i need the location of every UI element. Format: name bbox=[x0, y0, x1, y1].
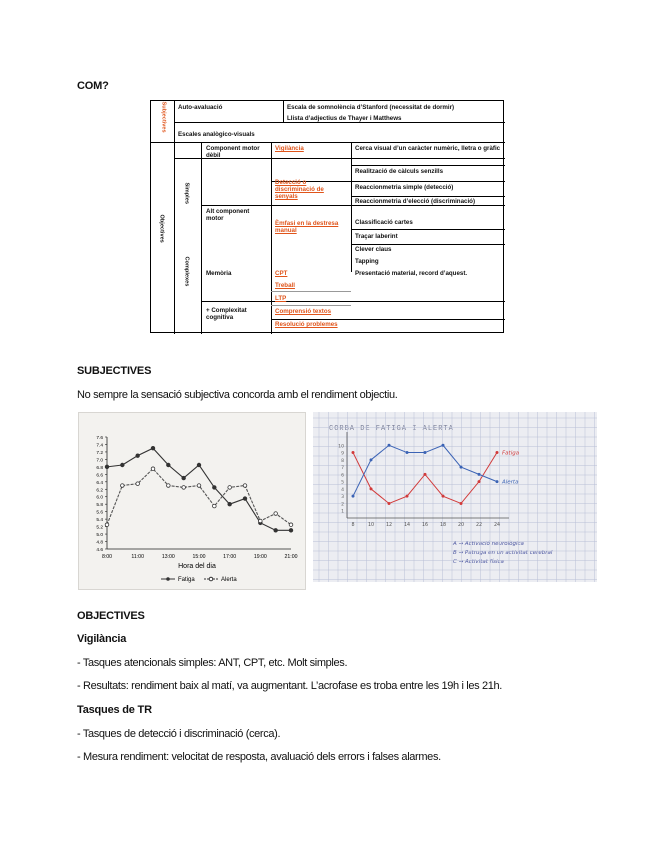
cell-resolucio: Resolució problemes bbox=[275, 321, 338, 328]
heading-com: COM? bbox=[77, 80, 109, 92]
chart1-y-tick-label: 4.6 bbox=[96, 548, 103, 553]
chart2-point-alerta bbox=[478, 473, 481, 476]
cell-treball: Treball bbox=[275, 282, 295, 289]
chart1-point-alerta bbox=[151, 467, 155, 471]
label-subjectives: Subjectives bbox=[160, 101, 167, 133]
chart2-point-fatiga bbox=[460, 502, 463, 505]
cell-tracar: Traçar laberint bbox=[355, 233, 398, 240]
chart1-x-tick-label: 8:00 bbox=[101, 554, 113, 560]
chart1-series-fatiga bbox=[107, 448, 291, 530]
chart2-y-tick-label: 3 bbox=[341, 495, 344, 501]
chart2-y-tick-label: 4 bbox=[341, 487, 344, 493]
chart1-y-tick-label: 7.0 bbox=[96, 458, 103, 464]
heading-objectives: OBJECTIVES bbox=[77, 610, 145, 622]
chart1-point-alerta bbox=[259, 519, 263, 523]
chart2-point-fatiga bbox=[496, 451, 499, 454]
chart2-point-alerta bbox=[352, 495, 355, 498]
cell-stanford: Escala de somnolència d’Stanford (necessitat de dormir) bbox=[287, 104, 455, 111]
chart1-x-tick-label: 11:00 bbox=[131, 554, 144, 560]
chart1-point-alerta bbox=[289, 523, 293, 527]
cell-escales: Escales analògico-visuals bbox=[178, 131, 255, 138]
chart2-y-tick-label: 6 bbox=[341, 473, 344, 479]
chart2-point-alerta bbox=[460, 466, 463, 469]
chart1-point-alerta bbox=[243, 484, 247, 488]
label-simples: Simples bbox=[183, 182, 190, 204]
chart2-grid-paper bbox=[313, 412, 597, 582]
chart1-point-alerta bbox=[228, 486, 232, 490]
cell-emfasi: Èmfasi en la destresa manual bbox=[275, 220, 339, 235]
chart1-y-tick-label: 5.0 bbox=[96, 533, 103, 539]
chart1-point-fatiga bbox=[136, 454, 140, 458]
chart1-x-tick-label: 15:00 bbox=[192, 554, 206, 560]
chart2-svg bbox=[313, 412, 597, 582]
cell-reaccio-eleccio: Reaccionmetria d’elecció (discriminació) bbox=[355, 198, 476, 205]
cell-calculs: Realització de càlculs senzills bbox=[355, 168, 444, 175]
chart2-x-tick-label: 10 bbox=[367, 523, 375, 528]
chart2-x-tick-label: 14 bbox=[403, 523, 411, 528]
chart2-y-tick-label: 9 bbox=[341, 451, 344, 457]
chart2-legend-c: C → Activitat física bbox=[453, 559, 504, 565]
chart1-svg bbox=[79, 413, 307, 591]
cell-memoria: Memòria bbox=[206, 270, 232, 277]
chart1-legend bbox=[161, 577, 237, 583]
chart1-legend-fatiga: Fatiga bbox=[178, 577, 195, 583]
chart1-y-tick-label: 6.0 bbox=[96, 495, 103, 501]
tr-point-1: - Tasques de detecció i discriminació (cerca). bbox=[77, 728, 281, 740]
chart1-point-alerta bbox=[213, 504, 217, 508]
chart2-series-fatiga bbox=[353, 453, 497, 504]
chart2-y-tick-label: 1 bbox=[341, 509, 344, 515]
cell-vigilancia: Vigilància bbox=[275, 145, 304, 152]
cell-reaccio-simple: Reaccionmetria simple (detecció) bbox=[355, 184, 454, 191]
chart2-title: CORBA DE FATIGA I ALERTA bbox=[329, 425, 454, 433]
chart2-point-alerta bbox=[424, 451, 427, 454]
chart1-y-tick-label: 4.8 bbox=[96, 540, 103, 546]
cell-presentacio: Presentació material, record d’aquest. bbox=[355, 270, 468, 277]
chart2-y-tick-label: 8 bbox=[341, 458, 344, 464]
cell-comp-motor-debil: Component motor dèbil bbox=[206, 145, 260, 160]
chart1-y-tick-label: 6.4 bbox=[96, 480, 103, 486]
heading-tasques-tr: Tasques de TR bbox=[77, 704, 152, 716]
chart2-y-tick-label: 2 bbox=[341, 502, 344, 508]
cell-tapping: Tapping bbox=[355, 258, 379, 265]
chart2-series-label-alerta: Alerta bbox=[502, 479, 519, 486]
chart-corba-fatiga-alerta bbox=[313, 412, 597, 582]
vigilancia-point-1: - Tasques atencionals simples: ANT, CPT, etc. Molt simples. bbox=[77, 657, 348, 669]
chart1-point-alerta bbox=[167, 484, 171, 488]
chart1-point-alerta bbox=[121, 484, 125, 488]
cell-clever: Clever claus bbox=[355, 246, 392, 253]
chart1-y-tick-label: 6.8 bbox=[96, 465, 103, 471]
chart2-point-fatiga bbox=[442, 495, 445, 498]
chart2-point-alerta bbox=[370, 458, 373, 461]
subjectives-note: No sempre la sensació subjectiva concorda amb el rendiment objectiu. bbox=[77, 389, 398, 401]
chart1-series-alerta bbox=[107, 469, 291, 525]
chart1-point-fatiga bbox=[182, 476, 186, 480]
chart2-legend-b: B → Patruga en un activitat cerebral bbox=[453, 550, 553, 556]
cell-comprensio: Comprensió textos bbox=[275, 308, 332, 315]
chart1-y-tick-label: 6.2 bbox=[96, 488, 103, 494]
chart1-y-tick-label: 5.6 bbox=[96, 510, 103, 516]
chart2-x-tick-label: 18 bbox=[439, 523, 447, 528]
chart1-x-tick-label: 13:00 bbox=[161, 554, 175, 560]
chart2-x-tick-label: 16 bbox=[421, 523, 429, 528]
heading-subjectives: SUBJECTIVES bbox=[77, 365, 152, 377]
methods-table bbox=[150, 100, 504, 333]
chart2-y-tick-label: 10 bbox=[338, 444, 344, 450]
cell-deteccio: Detecció o discriminació de senyals bbox=[275, 179, 324, 201]
chart1-point-fatiga bbox=[213, 486, 217, 490]
chart1-point-fatiga bbox=[105, 465, 109, 469]
tr-point-2: - Mesura rendiment: velocitat de resposta, avaluació dels errors i falses alarmes. bbox=[77, 751, 441, 763]
chart1-point-fatiga bbox=[121, 463, 125, 467]
label-complexes: Complexes bbox=[183, 256, 190, 287]
chart1-point-alerta bbox=[197, 484, 201, 488]
chart2-x-tick-label: 12 bbox=[385, 523, 393, 528]
chart1-y-tick-label: 5.8 bbox=[96, 503, 103, 509]
chart2-point-alerta bbox=[442, 444, 445, 447]
chart2-x-tick-label: 24 bbox=[493, 523, 501, 528]
cell-auto-avaluacio: Auto-avaluació bbox=[178, 104, 223, 111]
cell-ltp: LTP bbox=[275, 295, 287, 302]
chart1-xlabel: Hora del dia bbox=[178, 563, 216, 570]
chart2-point-fatiga bbox=[370, 487, 373, 490]
chart1-point-alerta bbox=[136, 482, 140, 486]
chart1-point-fatiga bbox=[228, 502, 232, 506]
chart2-point-fatiga bbox=[406, 495, 409, 498]
chart1-point-alerta bbox=[105, 523, 109, 527]
chart2-x-tick-label: 22 bbox=[475, 523, 483, 528]
cell-alt-comp-motor: Alt component motor bbox=[206, 208, 250, 223]
chart2-y-tick-label: 5 bbox=[341, 480, 344, 486]
chart1-y-tick-label: 5.2 bbox=[96, 525, 103, 531]
chart1-legend-alerta: Alerta bbox=[221, 577, 237, 583]
label-objectives: Objectives bbox=[158, 214, 165, 243]
chart1-point-fatiga bbox=[243, 497, 247, 501]
chart2-x-tick-label: 8 bbox=[351, 523, 355, 528]
chart2-point-fatiga bbox=[478, 480, 481, 483]
chart1-x-tick-label: 17:00 bbox=[223, 554, 237, 560]
chart1-y-tick-label: 5.4 bbox=[96, 518, 103, 524]
vigilancia-point-2: - Resultats: rendiment baix al matí, va augmentant. L’acrofase es troba entre les 19h i les 21h. bbox=[77, 680, 502, 692]
chart1-point-fatiga bbox=[274, 529, 278, 533]
chart2-point-alerta bbox=[388, 444, 391, 447]
chart2-point-alerta bbox=[406, 451, 409, 454]
chart2-legend-a: A → Activació neurològica bbox=[453, 541, 524, 547]
chart1-point-fatiga bbox=[289, 529, 293, 533]
chart2-y-tick-label: 7 bbox=[341, 466, 344, 472]
chart2-x-tick-label: 20 bbox=[457, 523, 465, 528]
chart1-point-fatiga bbox=[167, 463, 171, 467]
chart-fatiga-alerta-scanned bbox=[78, 412, 306, 590]
chart1-x-tick-label: 19:00 bbox=[253, 554, 267, 560]
chart1-point-fatiga bbox=[151, 446, 155, 450]
cell-cpt: CPT bbox=[275, 270, 288, 277]
chart2-series-label-fatiga: Fatiga bbox=[502, 450, 520, 457]
chart1-y-tick-label: 7.4 bbox=[96, 443, 103, 449]
chart1-point-fatiga bbox=[197, 463, 201, 467]
chart1-y-tick-label: 7.2 bbox=[96, 450, 103, 456]
chart2-point-fatiga bbox=[424, 473, 427, 476]
cell-classificacio: Classificació cartes bbox=[355, 219, 413, 226]
chart1-point-alerta bbox=[274, 512, 278, 516]
chart2-point-fatiga bbox=[388, 502, 391, 505]
chart2-legend bbox=[452, 540, 553, 565]
chart1-y-tick-label: 7.6 bbox=[96, 436, 103, 441]
chart1-y-tick-label: 6.6 bbox=[96, 473, 103, 479]
cell-complexitat: + Complexitat cognitiva bbox=[206, 307, 247, 322]
cell-thayer: Llista d’adjectius de Thayer i Matthews bbox=[287, 115, 402, 122]
chart2-point-alerta bbox=[496, 480, 499, 483]
chart1-x-tick-label: 21:00 bbox=[284, 554, 298, 560]
chart1-point-alerta bbox=[182, 486, 186, 490]
heading-vigilancia: Vigilància bbox=[77, 633, 127, 645]
chart2-point-fatiga bbox=[352, 451, 355, 454]
cell-cerca: Cerca visual d’un caràcter numèric, lletra o gràfic bbox=[355, 145, 501, 152]
